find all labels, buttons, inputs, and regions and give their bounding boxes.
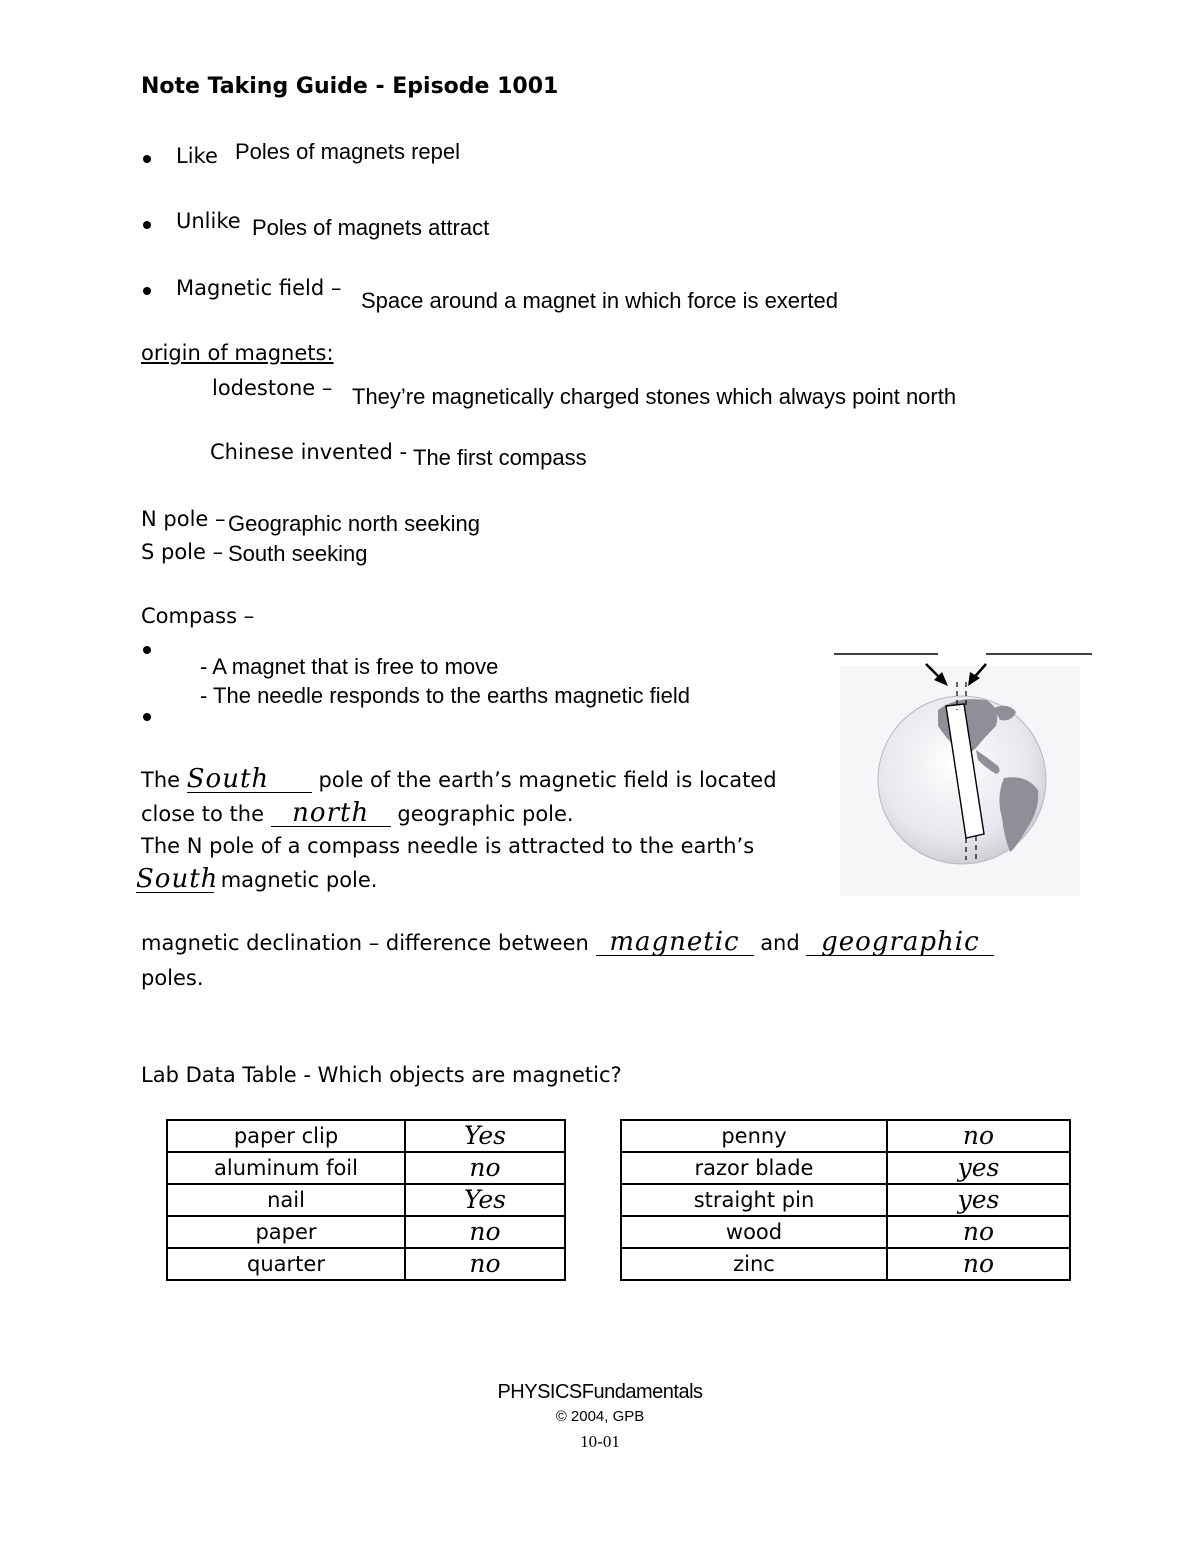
declination-line <box>141 929 994 956</box>
item-cell: paper <box>167 1216 405 1248</box>
lab-table-right <box>620 1119 1071 1281</box>
compass-line-2: - The needle responds to the earths magnetic field <box>200 683 691 708</box>
compass-line-1: - A magnet that is free to move <box>200 654 499 679</box>
item-cell: aluminum foil <box>167 1152 405 1184</box>
earth-line-1 <box>141 766 777 793</box>
item-cell: nail <box>167 1184 405 1216</box>
globe-figure <box>826 646 1096 906</box>
s-pole-term: S pole – <box>141 540 224 564</box>
lodestone-answer: They’re magnetically charged stones which always point north <box>352 384 957 409</box>
earth-line-2 <box>141 800 574 827</box>
chinese-term: Chinese invented - <box>210 440 408 464</box>
earth-line-3: The N pole of a compass needle is attracted to the earth’s <box>141 834 755 858</box>
magnetic-field-answer: Space around a magnet in which force is exerted <box>361 288 838 313</box>
bullet-dot <box>143 713 151 721</box>
footer-brand: PHYSICSFundamentals <box>497 1381 703 1403</box>
answer-cell: yes <box>887 1184 1070 1216</box>
bullet-dot <box>143 287 151 295</box>
declination-and: and <box>760 931 800 955</box>
lodestone-term: lodestone – <box>212 376 333 400</box>
answer-cell: no <box>887 1248 1070 1280</box>
earth-after-1: pole of the earth’s magnetic field is located <box>318 768 777 792</box>
declination-after: poles. <box>141 966 204 990</box>
answer-cell: Yes <box>405 1120 565 1152</box>
south-pole-blank: South <box>187 766 312 793</box>
table-row <box>167 1216 565 1248</box>
bullet-dot <box>143 221 151 229</box>
earth-the: The <box>141 768 181 792</box>
unlike-answer: Poles of magnets attract <box>252 215 490 240</box>
s-pole-answer: South seeking <box>228 541 368 566</box>
compass-heading: Compass – <box>141 604 255 628</box>
item-cell: wood <box>621 1216 887 1248</box>
origin-heading: origin of magnets: <box>141 341 334 365</box>
answer-cell: no <box>887 1216 1070 1248</box>
earth-after-2: geographic pole. <box>397 802 574 826</box>
table-row <box>621 1216 1070 1248</box>
north-pole-blank: north <box>271 800 391 827</box>
item-cell: razor blade <box>621 1152 887 1184</box>
lab-heading: Lab Data Table - Which objects are magnetic? <box>141 1063 622 1087</box>
footer-page-number: 10-01 <box>580 1432 620 1451</box>
n-pole-answer: Geographic north seeking <box>228 511 480 536</box>
table-row <box>167 1152 565 1184</box>
answer-cell: Yes <box>405 1184 565 1216</box>
chinese-answer: The first compass <box>413 445 587 470</box>
item-cell: zinc <box>621 1248 887 1280</box>
table-row <box>167 1184 565 1216</box>
bullet-dot <box>143 646 151 654</box>
page-title: Note Taking Guide - Episode 1001 <box>141 74 559 99</box>
answer-cell: no <box>887 1120 1070 1152</box>
earth-line-4 <box>136 866 377 893</box>
magnetic-field-term: Magnetic field – <box>176 276 342 300</box>
declination-before: magnetic declination – difference between <box>141 931 589 955</box>
answer-cell: no <box>405 1216 565 1248</box>
table-row <box>621 1120 1070 1152</box>
earth-close: close to the <box>141 802 264 826</box>
item-cell: penny <box>621 1120 887 1152</box>
footer-copyright: © 2004, GPB <box>555 1408 645 1425</box>
like-answer: Poles of magnets repel <box>235 139 461 164</box>
table-row <box>621 1184 1070 1216</box>
table-row <box>167 1248 565 1280</box>
table-row <box>621 1248 1070 1280</box>
like-term: Like <box>176 144 218 168</box>
answer-cell: no <box>405 1248 565 1280</box>
magnetic-blank: magnetic <box>596 929 754 956</box>
south-magnetic-blank: South <box>136 864 219 894</box>
item-cell: paper clip <box>167 1120 405 1152</box>
earth-after-3: magnetic pole. <box>220 868 378 892</box>
bullet-dot <box>143 155 151 163</box>
n-pole-term: N pole – <box>141 507 226 531</box>
unlike-term: Unlike <box>176 209 241 233</box>
item-cell: quarter <box>167 1248 405 1280</box>
geographic-blank: geographic <box>806 929 994 956</box>
table-row <box>621 1152 1070 1184</box>
lab-table-left <box>166 1119 566 1281</box>
answer-cell: yes <box>887 1152 1070 1184</box>
answer-cell: no <box>405 1152 565 1184</box>
table-row <box>167 1120 565 1152</box>
item-cell: straight pin <box>621 1184 887 1216</box>
